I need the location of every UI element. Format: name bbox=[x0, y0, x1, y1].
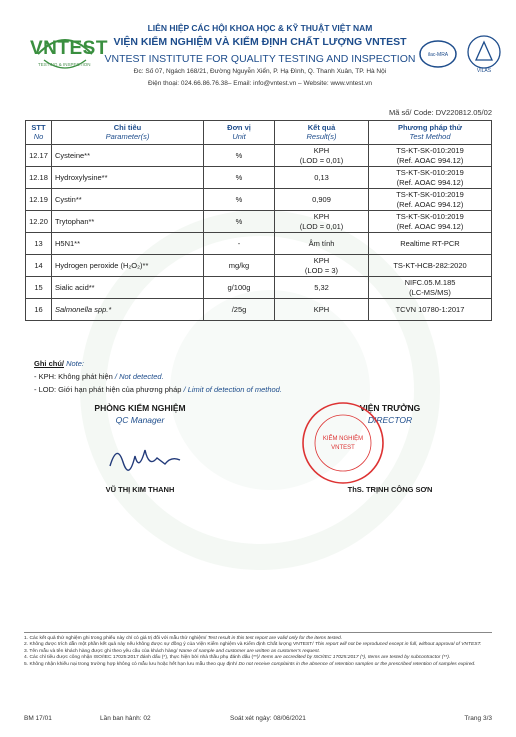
institute-name-vi: VIỆN KIỂM NGHIỆM VÀ KIỂM ĐỊNH CHẤT LƯỢNG VNTEST bbox=[113, 36, 407, 48]
qc-role: QC Manager bbox=[115, 415, 165, 425]
table-row bbox=[26, 167, 492, 189]
header-unit: Đơn vị Unit bbox=[204, 121, 275, 145]
note-kph-vi: - KPH: Không phát hiện bbox=[34, 372, 113, 381]
qc-department-title: PHÒNG KIỂM NGHIỆM bbox=[94, 403, 186, 413]
table-header-row bbox=[26, 121, 492, 145]
row-method: TS-KT-SK-010:2019 (Ref. AOAC 994.12) bbox=[369, 211, 492, 233]
row-method: TS-KT-SK-010:2019 (Ref. AOAC 994.12) bbox=[369, 145, 492, 167]
logo-subtitle: TESTING & INSPECTION bbox=[38, 62, 91, 67]
row-stt: 12.18 bbox=[26, 167, 52, 189]
row-method: NIFC.05.M.185 (LC-MS/MS) bbox=[369, 277, 492, 299]
row-method: TS-KT-SK-010:2019 (Ref. AOAC 994.12) bbox=[369, 189, 492, 211]
notes-title-en: Note: bbox=[66, 359, 85, 368]
union-name: LIÊN HIỆP CÁC HỘI KHOA HỌC & KỸ THUẬT VIỆT NAM bbox=[147, 23, 373, 33]
row-result: KPH (LOD = 3) bbox=[275, 255, 369, 277]
header-parameter: Chỉ tiêu Parameter(s) bbox=[52, 121, 204, 145]
row-result: KPH (LOD = 0,01) bbox=[275, 145, 369, 167]
row-stt: 13 bbox=[26, 233, 52, 255]
ilac-mra-badge-icon bbox=[418, 34, 458, 74]
row-parameter: Cysteine** bbox=[52, 145, 204, 167]
footnote-item: 2. Không được trích dẫn một phần kết quả này nếu không được sự đồng ý của Viện Kiểm nghiệm và Kiểm định Chất lượng VNTEST/ This report will not be reproduced except in full, without approval of VNTEST. bbox=[24, 642, 482, 648]
note-lod-vi: - LOD: Giới hạn phát hiện của phương pháp bbox=[34, 385, 182, 394]
svg-text:VNTEST: VNTEST bbox=[331, 445, 355, 451]
header-result: Kết quả Result(s) bbox=[275, 121, 369, 145]
footnote-item: 5. Không nhận khiếu nại trong trường hợp không có mẫu lưu hoặc hết hạn lưu mẫu theo quy định/ Do not receive complaints in the absence of retention samples or the prescribed retention of samples expired. bbox=[24, 661, 476, 667]
row-parameter: Hydroxylysine** bbox=[52, 167, 204, 189]
row-result: KPH bbox=[275, 299, 369, 321]
row-result: 0,13 bbox=[275, 167, 369, 189]
row-parameter: Hydrogen peroxide (H₂O₂)** bbox=[52, 255, 204, 277]
notes-title: Ghi chú/ bbox=[34, 359, 64, 368]
row-stt: 14 bbox=[26, 255, 52, 277]
row-result: 0,909 bbox=[275, 189, 369, 211]
report-code bbox=[389, 108, 492, 117]
footer-form-code: BM 17/01 bbox=[24, 715, 52, 722]
row-method: TS-KT-HCB-282:2020 bbox=[369, 255, 492, 277]
official-seal-icon bbox=[300, 400, 386, 486]
row-unit: % bbox=[204, 167, 275, 189]
table-row bbox=[26, 255, 492, 277]
footnotes bbox=[24, 636, 496, 668]
row-method: TS-KT-SK-010:2019 (Ref. AOAC 994.12) bbox=[369, 167, 492, 189]
row-stt: 12.20 bbox=[26, 211, 52, 233]
row-method: TCVN 10780-1:2017 bbox=[369, 299, 492, 321]
svg-text:KIỂM NGHIỆM: KIỂM NGHIỆM bbox=[322, 436, 364, 442]
row-unit: mg/kg bbox=[204, 255, 275, 277]
row-unit: % bbox=[204, 211, 275, 233]
row-stt: 16 bbox=[26, 299, 52, 321]
qc-signature-icon bbox=[105, 438, 185, 478]
notes-section bbox=[34, 357, 282, 396]
institute-name-en: VNTEST INSTITUTE FOR QUALITY TESTING AND INSPECTION bbox=[104, 53, 416, 65]
note-kph-en: / Not detected. bbox=[114, 372, 164, 381]
table-row bbox=[26, 299, 492, 321]
row-stt: 12.19 bbox=[26, 189, 52, 211]
row-parameter: Trytophan** bbox=[52, 211, 204, 233]
table-row bbox=[26, 211, 492, 233]
row-unit: /25g bbox=[204, 299, 275, 321]
logo-text: VNTEST bbox=[30, 38, 108, 59]
row-stt: 15 bbox=[26, 277, 52, 299]
signature-block-qc bbox=[50, 403, 230, 494]
table-row bbox=[26, 277, 492, 299]
director-title: VIỆN TRƯỞNG bbox=[359, 403, 421, 413]
header-method: Phương pháp thử Test Method bbox=[369, 121, 492, 145]
footnote-separator bbox=[24, 632, 492, 633]
vilas-accreditation-badge-icon bbox=[464, 34, 504, 74]
row-unit: % bbox=[204, 145, 275, 167]
row-unit: g/100g bbox=[204, 277, 275, 299]
svg-text:VILAS: VILAS bbox=[476, 68, 492, 74]
director-role: DIRECTOR bbox=[367, 415, 413, 425]
row-parameter: Salmonella spp.* bbox=[52, 299, 204, 321]
institute-address: Đc: Số 07, Ngách 168/21, Đường Nguyễn Xiển, P. Hạ Đình, Q. Thanh Xuân, TP. Hà Nội bbox=[133, 68, 387, 75]
footnote-item: 1. Các kết quả thử nghiệm ghi trong phiếu này chỉ có giá trị đối với mẫu thử nghiệm/ Test result in this test report are valid only for the items tested. bbox=[24, 636, 343, 641]
row-unit: % bbox=[204, 189, 275, 211]
table-row bbox=[26, 233, 492, 255]
report-code-label: Mã số/ Code: bbox=[388, 108, 434, 117]
footer-page-number: Trang 3/3 bbox=[464, 715, 492, 722]
svg-text:ilac-MRA: ilac-MRA bbox=[427, 52, 449, 58]
footnote-item: 4. Các chỉ tiêu được công nhận ISO/IEC 17025:2017 đánh dấu (*), thực hiện bởi nhà thầu phụ đánh dấu (**)/ Items are accredited by ISO/IEC 17025:2017 (*), Items are tested by subcontractor (**). bbox=[24, 655, 451, 661]
row-unit: - bbox=[204, 233, 275, 255]
row-result: KPH (LOD = 0,01) bbox=[275, 211, 369, 233]
director-signer-name: ThS. TRỊNH CÔNG SƠN bbox=[347, 485, 433, 494]
table-row bbox=[26, 145, 492, 167]
footer-revision-date: Soát xét ngày: 08/06/2021 bbox=[230, 715, 306, 722]
results-table bbox=[25, 120, 492, 321]
footer-edition: Lần ban hành: 02 bbox=[100, 715, 151, 722]
row-result: Âm tính bbox=[275, 233, 369, 255]
table-row bbox=[26, 189, 492, 211]
row-parameter: Sialic acid** bbox=[52, 277, 204, 299]
row-parameter: H5N1** bbox=[52, 233, 204, 255]
row-method: Realtime RT-PCR bbox=[369, 233, 492, 255]
row-parameter: Cystin** bbox=[52, 189, 204, 211]
row-stt: 12.17 bbox=[26, 145, 52, 167]
note-lod-en: / Limit of detection of method. bbox=[183, 385, 282, 394]
header-stt: STT No bbox=[26, 121, 52, 145]
row-result: 5,32 bbox=[275, 277, 369, 299]
institute-contact: Điện thoại: 024.66.86.76.38– Email: info@vntest.vn – Website: www.vntest.vn bbox=[148, 80, 372, 87]
report-code-value: DV220812.05/02 bbox=[435, 108, 492, 117]
qc-signer-name: VŨ THỊ KIM THANH bbox=[105, 485, 175, 494]
footnote-item: 3. Tên mẫu và tên khách hàng được ghi theo yêu cầu của khách hàng/ Name of sample and customer are written as customer's request. bbox=[24, 648, 321, 654]
